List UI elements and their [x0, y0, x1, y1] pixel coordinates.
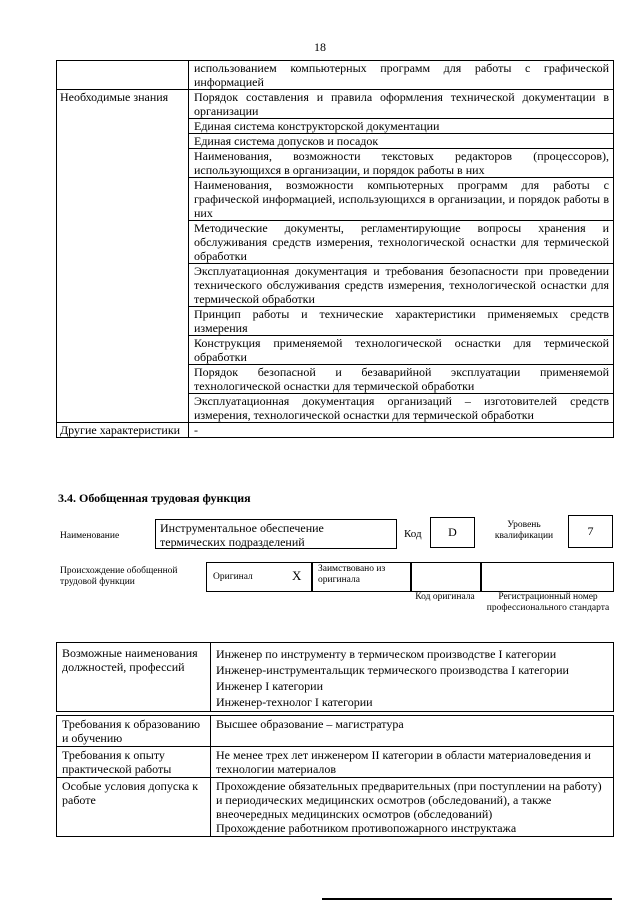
table-row: [57, 90, 614, 119]
knowledge-table: [56, 60, 614, 438]
section-title: 3.4. Обобщенная трудовая функция: [58, 491, 251, 505]
experience-value: Не менее трех лет инженером II категории в области материаловедения и технологии материалов: [211, 747, 614, 778]
education-label: Требования к образованию и обучению: [57, 716, 211, 747]
code-value: D: [430, 517, 475, 548]
other-value: -: [189, 423, 614, 438]
knowledge-item: Наименования, возможности текстовых редакторов (процессоров), использующихся в организации, и порядок работы в них: [189, 149, 614, 178]
position-item: Инженер по инструменту в термическом производстве I категории: [216, 647, 557, 661]
table-row: [57, 61, 614, 90]
admission-value: [211, 778, 614, 837]
table-row: [57, 778, 614, 837]
knowledge-item: Порядок безопасной и безаварийной эксплуатации применяемой технологической оснастки для термической обработки: [189, 365, 614, 394]
position-item: Инженер I категории: [216, 679, 323, 693]
positions-label: Возможные наименования должностей, профессий: [57, 643, 211, 712]
knowledge-item: Эксплуатационная документация организаций – изготовителей средств измерения, технологической оснастки для термической обработки: [189, 394, 614, 423]
admission-label: Особые условия допуска к работе: [57, 778, 211, 837]
knowledge-item: Наименования, возможности компьютерных программ для работы с графической информацией, использующихся в организации, и порядок работы в них: [189, 178, 614, 221]
position-item: Инженер-технолог I категории: [216, 695, 373, 709]
table-row: [57, 423, 614, 438]
reg-number-caption: Регистрационный номер профессионального стандарта: [486, 592, 610, 613]
empty-label-cell: [57, 61, 189, 90]
table-row: [57, 747, 614, 778]
knowledge-item: Методические документы, регламентирующие вопросы хранения и обслуживания средств измерения, технологической оснастки для термической обработки: [189, 221, 614, 264]
experience-label: Требования к опыту практической работы: [57, 747, 211, 778]
position-item: Инженер-инструментальщик термического производства I категории: [216, 663, 569, 677]
borrowed-label: Заимствовано из оригинала: [318, 564, 386, 585]
original-mark: X: [292, 568, 302, 583]
requirements-table: [56, 715, 614, 837]
page-number: 18: [314, 40, 326, 54]
knowledge-item: Эксплуатационная документация и требования безопасности при проведении технического обслуживания средств измерения, технологической оснастки для термической обработки: [189, 264, 614, 307]
origin-label: Происхождение обобщенной трудовой функции: [60, 566, 178, 587]
original-label: Оригинал: [213, 572, 253, 582]
knowledge-item: Порядок составления и правила оформления технической документации в организации: [189, 90, 614, 119]
original-code-caption: Код оригинала: [415, 592, 475, 602]
reg-number-box: [481, 562, 614, 592]
knowledge-label: Необходимые знания: [57, 90, 189, 423]
level-label: Уровень квалификации: [494, 520, 554, 541]
table-row: [57, 643, 614, 712]
name-label: Наименование: [60, 531, 120, 541]
bottom-rule: [322, 898, 612, 900]
continued-text-cell: использованием компьютерных программ для работы с графической информацией: [189, 61, 614, 90]
education-value: Высшее образование – магистратура: [211, 716, 614, 747]
knowledge-item: Принцип работы и технические характеристики применяемых средств измерения: [189, 307, 614, 336]
other-label: Другие характеристики: [57, 423, 189, 438]
code-label: Код: [404, 528, 422, 540]
original-code-box: [411, 562, 481, 592]
positions-list: [211, 643, 614, 712]
level-value: 7: [568, 515, 613, 548]
admission-line: Прохождение работником противопожарного инструктажа: [216, 821, 517, 835]
name-value: Инструментальное обеспечение термических подразделений: [155, 519, 397, 549]
knowledge-item: Конструкция применяемой технологической оснастки для термической обработки: [189, 336, 614, 365]
table-row: [57, 716, 614, 747]
knowledge-item: Единая система конструкторской документации: [189, 119, 614, 134]
admission-line: Прохождение обязательных предварительных (при поступлении на работу) и периодических медицинских осмотров (обследований), а также внеочередных медицинских осмотров (обследований): [216, 779, 602, 821]
knowledge-item: Единая система допусков и посадок: [189, 134, 614, 149]
positions-table: [56, 642, 614, 712]
